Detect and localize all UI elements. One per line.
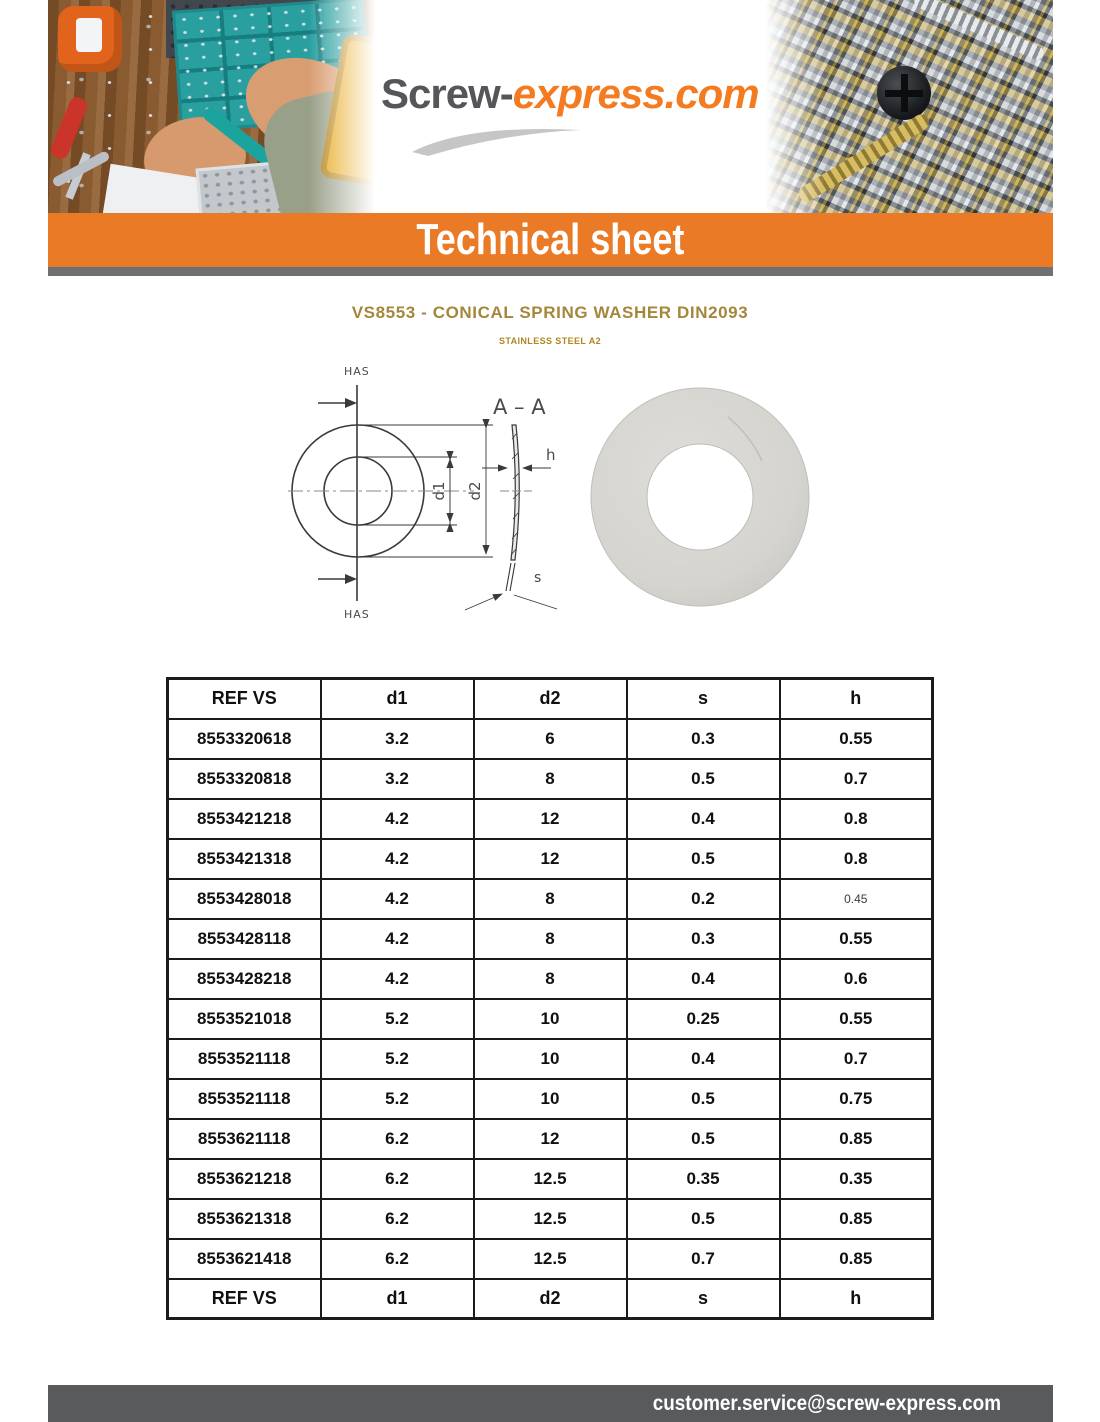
drill-image [319,33,381,190]
table-cell: 0.85 [780,1119,933,1159]
dim-label-d1: d1 [430,481,448,501]
table-cell: 0.3 [627,719,780,759]
table-cell: 0.45 [780,879,933,919]
table-cell: 6.2 [321,1239,474,1279]
table-row [168,719,933,759]
column-header: d2 [474,679,627,719]
footer-column-header: h [780,1279,933,1319]
dim-label-h: h [546,446,556,464]
tape-measure-image [58,6,122,72]
table-cell: 5.2 [321,1039,474,1079]
table-cell: 8553320618 [168,719,321,759]
table-cell: 8553521118 [168,1039,321,1079]
table-row [168,919,933,959]
table-cell: 0.25 [627,999,780,1039]
table-cell: 0.75 [780,1079,933,1119]
table-cell: 4.2 [321,839,474,879]
table-cell: 3.2 [321,759,474,799]
table-cell: 0.5 [627,839,780,879]
table-cell: 5.2 [321,1079,474,1119]
table-cell: 0.5 [627,759,780,799]
product-subtitle: STAINLESS STEEL A2 [498,336,602,346]
table-row [168,759,933,799]
table-cell: 8553621218 [168,1159,321,1199]
screw-head-image [877,66,931,120]
table-cell: 10 [474,1039,627,1079]
table-cell: 0.6 [780,959,933,999]
table-cell: 8553621418 [168,1239,321,1279]
column-header: REF VS [168,679,321,719]
washer-drawing-svg [260,361,820,629]
banner-title: Technical sheet [416,215,685,264]
table-row [168,1039,933,1079]
column-header: d1 [321,679,474,719]
table-cell: 0.55 [780,919,933,959]
table-cell: 4.2 [321,959,474,999]
technical-drawing [260,361,820,629]
table-row [168,1239,933,1279]
washer-section-view [465,395,557,610]
table-cell: 0.5 [627,1119,780,1159]
table-cell: 8553421318 [168,839,321,879]
table-cell: 6.2 [321,1199,474,1239]
footer-column-header: REF VS [168,1279,321,1319]
table-cell: 0.5 [627,1079,780,1119]
table-cell: 4.2 [321,919,474,959]
table-row [168,1119,933,1159]
screwdriver-image [49,95,90,161]
table-cell: 0.8 [780,799,933,839]
section-label: A – A [493,395,546,419]
table-cell: 10 [474,1079,627,1119]
table-row [168,999,933,1039]
table-cell: 0.3 [627,919,780,959]
table-cell: 0.4 [627,1039,780,1079]
banner-divider [48,267,1053,276]
table-cell: 0.2 [627,879,780,919]
footer-column-header: s [627,1279,780,1319]
table-cell: 0.85 [780,1199,933,1239]
table-cell: 0.55 [780,999,933,1039]
table-cell: 12 [474,1119,627,1159]
table-cell: 0.7 [627,1239,780,1279]
table-cell: 8553428218 [168,959,321,999]
table-cell: 12 [474,839,627,879]
logo-wordmark [381,70,759,118]
footer-column-header: d2 [474,1279,627,1319]
table-cell: 0.7 [780,759,933,799]
logo-swoosh-icon [409,120,587,156]
table-cell: 8553421218 [168,799,321,839]
table-cell: 8 [474,919,627,959]
table-row [168,839,933,879]
table-cell: 12.5 [474,1159,627,1199]
table-cell: 3.2 [321,719,474,759]
banner [48,213,1053,267]
table-cell: 8553428018 [168,879,321,919]
table-row [168,1159,933,1199]
dim-label-d2: d2 [466,481,484,501]
table-cell: 12 [474,799,627,839]
table-cell: 8 [474,759,627,799]
table-row [168,879,933,919]
customer-service-email[interactable]: customer.service@screw-express.com [652,1391,1001,1415]
column-header: h [780,679,933,719]
axis-label-bottom: HAS [344,608,370,621]
table-cell: 0.4 [627,799,780,839]
table-row [168,1199,933,1239]
table-cell: 8553428118 [168,919,321,959]
table-cell: 4.2 [321,879,474,919]
table-row [168,1079,933,1119]
table-row [168,959,933,999]
header [48,0,1053,213]
table-cell: 0.55 [780,719,933,759]
footer [48,1385,1053,1422]
logo [381,0,759,213]
screws-pile-photo [759,0,1053,213]
logo-brand-secondary: express.com [512,70,759,117]
section-arrow-icon [345,574,357,584]
table-cell: 0.8 [780,839,933,879]
table-cell: 6.2 [321,1159,474,1199]
column-header: s [627,679,780,719]
washer-section-profile [511,425,519,560]
spec-table-body [168,719,933,1279]
table-cell: 0.7 [780,1039,933,1079]
hardware-workbench-photo [48,0,381,213]
product-title: VS8553 - CONICAL SPRING WASHER DIN2093 [351,303,749,322]
table-cell: 8553621318 [168,1199,321,1239]
gold-screw-image [796,111,932,204]
table-cell: 8 [474,959,627,999]
table-cell: 0.5 [627,1199,780,1239]
table-cell: 12.5 [474,1199,627,1239]
table-cell: 0.35 [627,1159,780,1199]
table-cell: 6 [474,719,627,759]
table-cell: 12.5 [474,1239,627,1279]
table-row [168,799,933,839]
table-cell: 0.4 [627,959,780,999]
footer-column-header: d1 [321,1279,474,1319]
table-cell: 4.2 [321,799,474,839]
washer-front-view [288,365,493,621]
table-cell: 8553521118 [168,1079,321,1119]
table-cell: 5.2 [321,999,474,1039]
spec-table [166,677,934,1320]
table-cell: 8553320818 [168,759,321,799]
table-cell: 8553621118 [168,1119,321,1159]
axis-label-top: HAS [344,365,370,378]
table-cell: 6.2 [321,1119,474,1159]
spec-table-foot-row [168,1279,933,1319]
dim-label-s: s [534,570,542,586]
table-cell: 10 [474,999,627,1039]
table-cell: 0.85 [780,1239,933,1279]
silver-screw-image [912,0,1046,62]
table-cell: 8553521018 [168,999,321,1039]
spec-table-head-row [168,679,933,719]
table-cell: 0.35 [780,1159,933,1199]
washer-photo [591,388,809,606]
section-arrow-icon [345,398,357,408]
table-cell: 8 [474,879,627,919]
logo-brand-primary: Screw- [381,70,513,117]
